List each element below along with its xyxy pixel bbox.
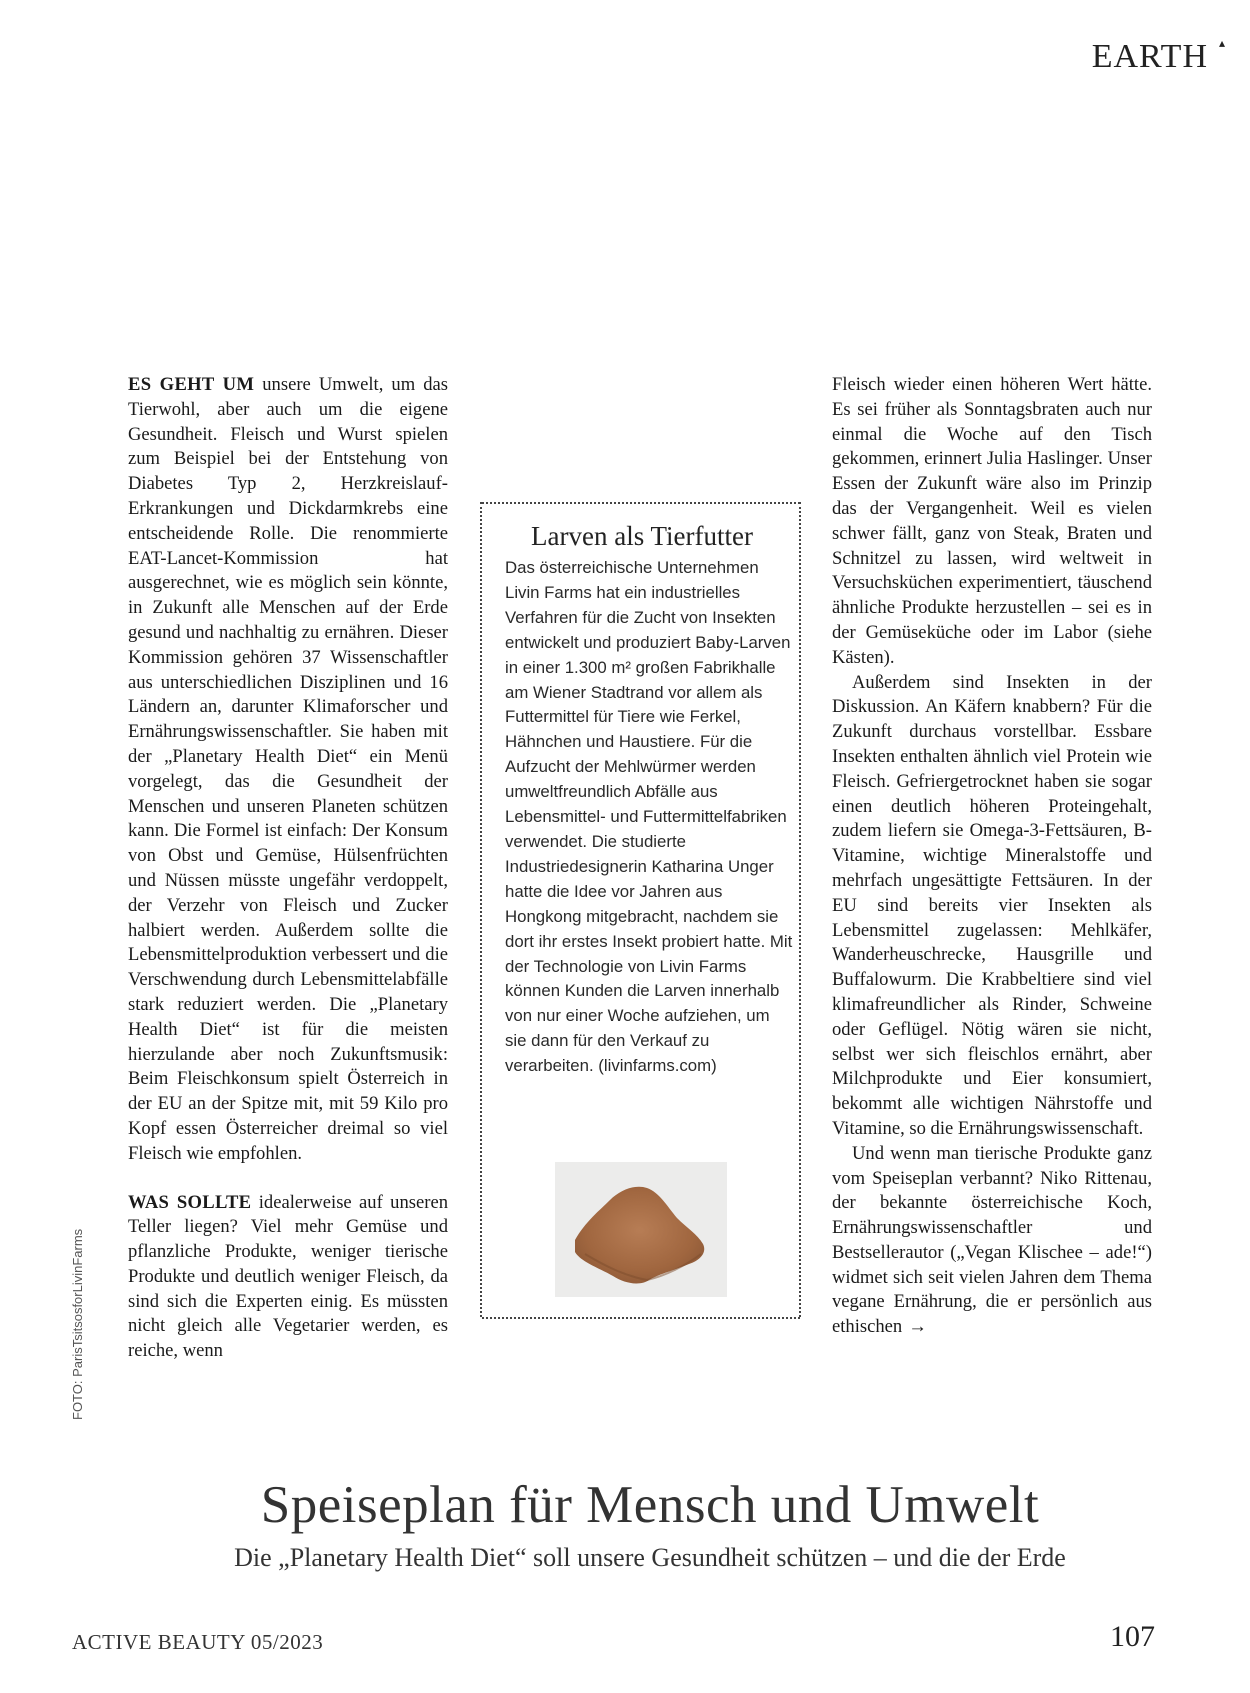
- article-headline: Speiseplan für Mensch und Umwelt: [260, 1476, 1040, 1534]
- article-right-column: [832, 373, 1152, 1340]
- info-box-title: Larven als Tierfutter: [531, 521, 753, 551]
- info-box-border-right: [799, 502, 801, 1317]
- section-label-text: EARTH: [1091, 38, 1208, 75]
- article-paragraph: Außerdem sind Insekten in der Diskussion. An Käfern knabbern? Für die Zukunft durchaus vorstellbar. Essbare Insekten enthalten ähnlich viel Protein wie Fleisch. Gefriergetrocknet haben sie sogar einen deutlich höheren Proteingehalt, zudem liefern sie Omega-3-Fettsäuren, B-Vitamine, wichtige Mineralstoffe und mehrfach ungesättigte Fettsäuren. In der EU sind bereits vier Insekten als Lebensmittel zugelassen: Mehlkäfer, Wanderheuschrecke, Hausgrille und Buffalowurm. Die Krabbeltiere sind viel klimafreundlicher als Rinder, Schweine oder Geflügel. Nötig wären sie nicht, selbst wer sich fleischlos ernährt, aber Milchprodukte und Eier konsumiert, bekommt alle wichtigen Nährstoffe und Vitamine, so die Ernährungswissenschaft.: [832, 671, 1152, 1139]
- paragraph-text: idealerweise auf unseren Teller liegen? Viel mehr Gemüse und pflanzliche Produkte, weniger tierische Produkte und deutlich weniger Fleisch, da sind sich die Experten einig. Es müssten nicht gleich alle Vegetarier werden, es reiche, wenn: [128, 1191, 448, 1362]
- info-box-paragraph: Das österreichische Unternehmen Livin Farms hat ein industrielles Verfahren für die Zucht von Insekten entwickelt und produziert Baby-Larven in einer 1.300 m² großen Fabrikhalle am Wiener Stadtrand vor allem als Futtermittel für Tiere wie Ferkel, Hähnchen und Haustiere. Für die Aufzucht der Mehlwürmer werden umweltfreundlich Abfälle aus Lebensmittel- und Futtermittelfabriken verwendet. Die studierte Industriedesignerin Katharina Unger hatte die Idee vor Jahren aus Hongkong mitgebracht, nachdem sie dort ihr erstes Insekt probiert hatte. Mit der Technologie von Livin Farms können Kunden die Larven innerhalb von nur einer Woche aufziehen, um sie dann für den Verkauf zu verarbeiten. (livinfarms.com): [505, 558, 793, 1076]
- paragraph-lead: WAS SOLLTE: [128, 1191, 252, 1213]
- article-paragraph: [128, 1191, 448, 1365]
- page-number: 107: [1110, 1620, 1155, 1653]
- article-paragraph: [832, 1142, 1152, 1340]
- larvae-powder-image: [555, 1162, 727, 1297]
- section-mark-icon: ▴: [1218, 36, 1226, 50]
- section-label: [1091, 36, 1226, 76]
- article-subheadline: Die „Planetary Health Diet“ soll unsere Gesundheit schützen – und die der Erde: [234, 1543, 1066, 1572]
- powder-pile-graphic: [555, 1162, 727, 1297]
- info-box-border-left: [480, 502, 482, 1317]
- continue-arrow-icon: →: [908, 1316, 927, 1338]
- paragraph-text: Und wenn man tierische Produkte ganz vom Speiseplan verbannt? Niko Rittenau, der bekannte österreichische Koch, Ernährungswissenschaftler und Bestsellerautor („Vegan Klischee – ade!“) widmet sich seit vielen Jahren dem Thema vegane Ernährung, die er persönlich aus ethischen: [832, 1142, 1152, 1338]
- info-box-text: [505, 556, 795, 1079]
- paragraph-text: unsere Umwelt, um das Tierwohl, aber auch um die eigene Gesundheit. Fleisch und Wurst spielen zum Beispiel bei der Entstehung von Diabetes Typ 2, Herzkreislauf-Erkrankungen und Dickdarmkrebs eine entscheidende Rolle. Die renommierte EAT-Lancet-Kommission hat ausgerechnet, wie es möglich sein könnte, in Zukunft alle Menschen auf der Erde gesund und nachhaltig zu ernähren. Dieser Kommission gehören 37 Wissenschaftler aus unterschiedlichen Disziplinen und 16 Ländern an, darunter Klimaforscher und Ernährungswissenschaftler. Sie haben mit der „Planetary Health Diet“ ein Menü vorgelegt, das die Gesundheit der Menschen und unseren Planeten schützen kann. Die Formel ist einfach: Der Konsum von Obst und Gemüse, Hülsenfrüchten und Nüssen müsste ungefähr verdoppelt, der Verzehr von Fleisch und Zucker halbiert werden. Außerdem sollte die Lebensmittelproduktion verbessert und die Verschwendung durch Lebensmittelabfälle stark reduziert werden. Die „Planetary Health Diet“ ist für die meisten hierzulande aber noch Zukunftsmusik: Beim Fleischkonsum spielt Österreich in der EU an der Spitze mit, mit 59 Kilo pro Kopf essen Österreicher dreimal so viel Fleisch wie empfohlen.: [128, 374, 448, 1164]
- paragraph-lead: ES GEHT UM: [128, 374, 255, 395]
- article-paragraph: [128, 373, 448, 1167]
- powder-pile: [575, 1187, 704, 1284]
- article-paragraph: Fleisch wieder einen höheren Wert hätte. Es sei früher als Sonntagsbraten auch nur einmal die Woche auf den Tisch gekommen, erinnert Julia Haslinger. Unser Essen der Zukunft wäre also im Prinzip das der Vergangenheit. Weil es vielen schwer fällt, ganz von Steak, Braten und Schnitzel zu lassen, wird weltweit in Versuchsküchen experimentiert, täuschend ähnliche Produkte herzustellen – sei es in der Gemüseküche oder im Labor (siehe Kästen).: [832, 374, 1152, 668]
- article-left-column: [128, 373, 448, 1364]
- footer-magazine: ACTIVE BEAUTY 05/2023: [72, 1630, 324, 1654]
- photo-credit: FOTO: ParisTsitsosforLivinFarms: [70, 1228, 85, 1420]
